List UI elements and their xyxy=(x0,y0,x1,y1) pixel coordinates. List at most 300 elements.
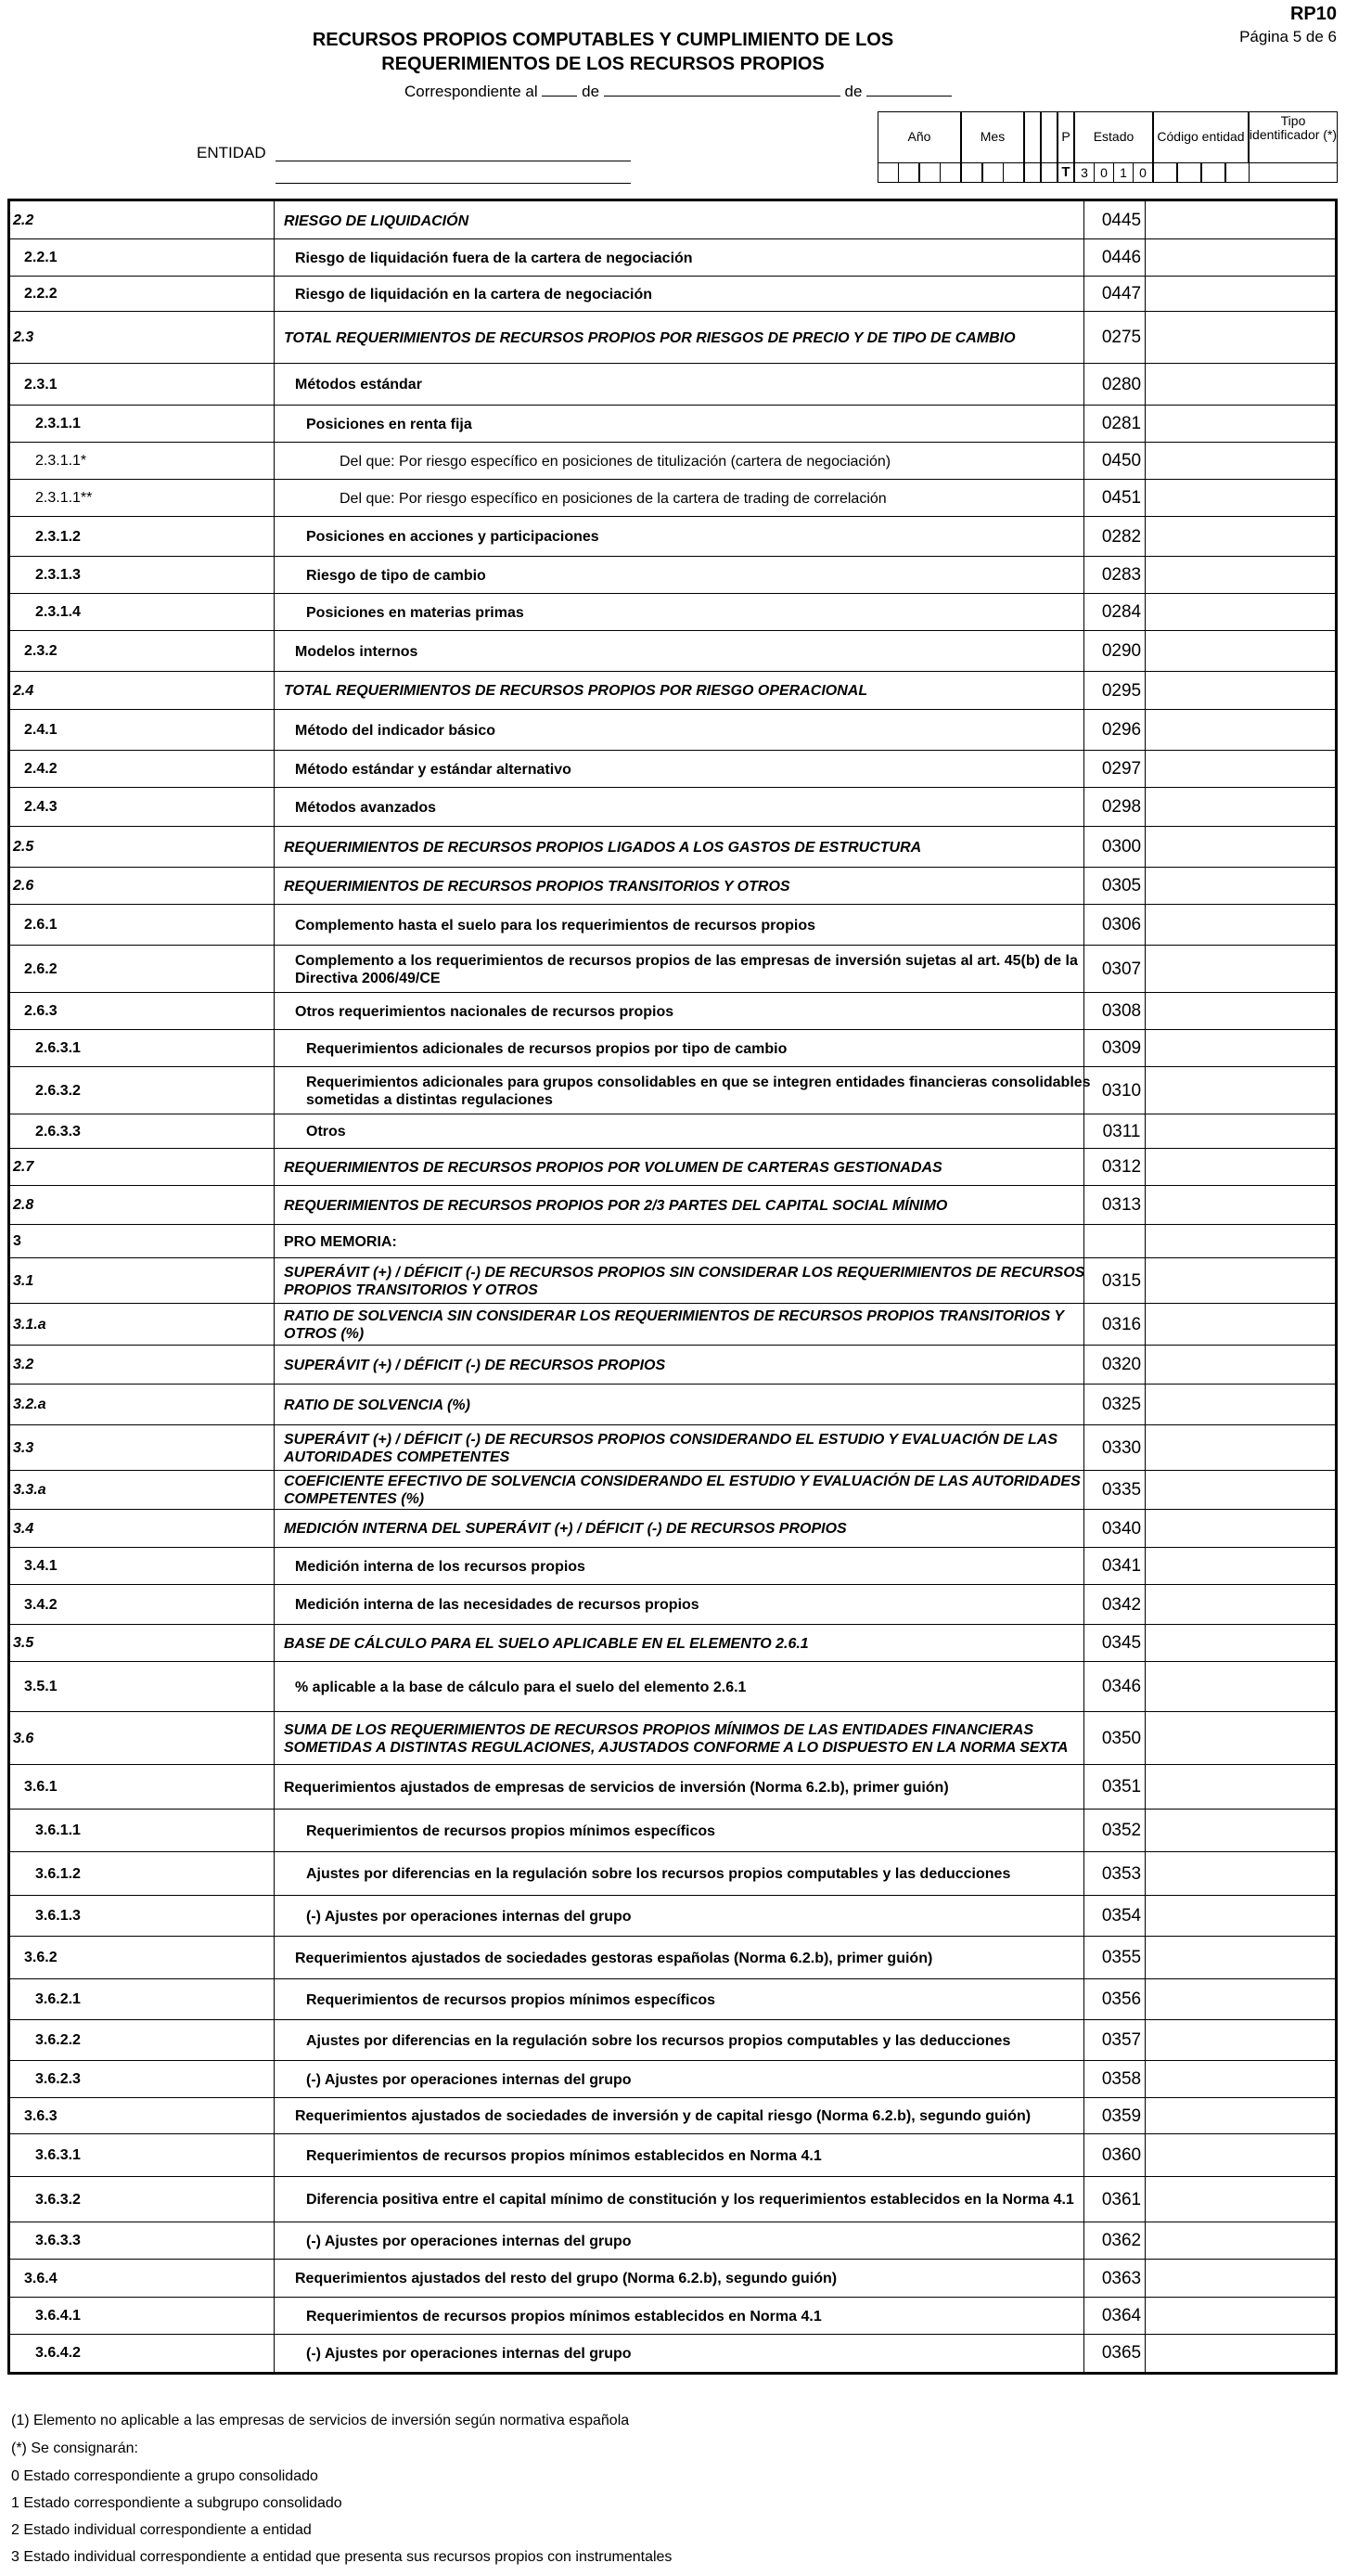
row-label: Requerimientos ajustados de sociedades de inversión y de capital riesgo (Norma 6.2.b), segundo guión) xyxy=(295,2108,1032,2124)
row-code: 3.6.2.3 xyxy=(35,2071,81,2087)
table-row xyxy=(7,2222,1338,2260)
table-row xyxy=(7,364,1338,406)
row-label: REQUERIMIENTOS DE RECURSOS PROPIOS LIGADOS A LOS GASTOS DE ESTRUCTURA xyxy=(284,839,922,856)
row-label: SUPERÁVIT (+) / DÉFICIT (-) DE RECURSOS PROPIOS CONSIDERANDO EL ESTUDIO Y EVALUACIÓN DE LAS AUTORIDADES COMPETENTES xyxy=(284,1431,1058,1465)
table-row xyxy=(7,2061,1338,2098)
row-code: 3.3 xyxy=(13,1439,34,1456)
row-amount-cell[interactable] xyxy=(1152,2177,1338,2222)
row-amount-cell[interactable] xyxy=(1152,1979,1338,2020)
row-item-number: 0290 xyxy=(1101,641,1142,661)
row-item-number: 0284 xyxy=(1101,602,1142,622)
row-label: Medición interna de las necesidades de recursos propios xyxy=(295,1597,699,1613)
estado-digit: 0 xyxy=(1139,165,1147,180)
row-label: PRO MEMORIA: xyxy=(284,1233,397,1250)
row-code: 2.8 xyxy=(13,1197,34,1213)
period-de-label-1: de xyxy=(582,83,600,100)
row-code: 3.6 xyxy=(13,1730,34,1746)
footnote: (*) Se consignarán: xyxy=(11,2441,138,2456)
row-label: Del que: Por riesgo específico en posiciones de titulización (cartera de negociación) xyxy=(340,453,891,470)
row-amount-cell[interactable] xyxy=(1152,2222,1338,2260)
year-digit-box[interactable] xyxy=(878,162,899,183)
table-row xyxy=(7,868,1338,905)
row-item-number: 0298 xyxy=(1101,797,1142,817)
table-row xyxy=(7,1810,1338,1852)
row-item-number: 0342 xyxy=(1101,1594,1142,1615)
footnote: (1) Elemento no aplicable a las empresas de servicios de inversión según normativa española xyxy=(11,2413,630,2428)
row-amount-cell[interactable] xyxy=(1152,1852,1338,1896)
row-item-number: 0361 xyxy=(1101,2189,1142,2209)
row-item-number: 0341 xyxy=(1101,1556,1142,1576)
row-code: 2.7 xyxy=(13,1159,34,1175)
row-amount-cell[interactable] xyxy=(1152,1937,1338,1979)
row-item-number: 0354 xyxy=(1101,1906,1142,1926)
row-label: Posiciones en materias primas xyxy=(306,604,524,621)
row-item-number: 0297 xyxy=(1101,759,1142,779)
row-label: (-) Ajustes por operaciones internas del grupo xyxy=(306,1908,632,1925)
table-row xyxy=(7,277,1338,312)
row-item-number: 0445 xyxy=(1101,211,1142,230)
row-item-number: 0316 xyxy=(1101,1314,1142,1334)
row-label: REQUERIMIENTOS DE RECURSOS PROPIOS POR 2/3 PARTES DEL CAPITAL SOCIAL MÍNIMO xyxy=(284,1197,948,1214)
entity-code-digit-box[interactable] xyxy=(1201,162,1225,183)
row-item-number: 0450 xyxy=(1101,451,1142,470)
footnote: 1 Estado correspondiente a subgrupo consolidado xyxy=(11,2495,342,2511)
row-label: REQUERIMIENTOS DE RECURSOS PROPIOS POR VOLUMEN DE CARTERAS GESTIONADAS xyxy=(284,1159,942,1176)
row-label: Requerimientos de recursos propios mínimos establecidos en Norma 4.1 xyxy=(306,2147,822,2164)
blank-header xyxy=(1041,111,1058,163)
table-row xyxy=(7,1765,1338,1810)
row-item-number: 0283 xyxy=(1101,565,1142,585)
row-amount-cell[interactable] xyxy=(1152,1510,1338,1548)
row-label: SUPERÁVIT (+) / DÉFICIT (-) DE RECURSOS PROPIOS xyxy=(284,1357,666,1373)
table-row xyxy=(7,751,1338,788)
row-item-number: 0446 xyxy=(1101,248,1142,267)
table-row xyxy=(7,1662,1338,1712)
row-label: Método del indicador básico xyxy=(295,722,496,739)
row-item-number: 0355 xyxy=(1101,1948,1142,1967)
row-code: 3.4 xyxy=(13,1520,34,1537)
row-label: Medición interna de los recursos propios xyxy=(295,1558,585,1575)
row-item-number: 0315 xyxy=(1101,1270,1142,1291)
table-row xyxy=(7,1304,1338,1346)
row-code: 2.6.3.1 xyxy=(35,1040,81,1056)
table-row xyxy=(7,2177,1338,2222)
row-amount-cell[interactable] xyxy=(1152,277,1338,312)
table-row xyxy=(7,1346,1338,1385)
row-label: Del que: Por riesgo específico en posiciones de la cartera de trading de correlación xyxy=(340,490,887,507)
row-item-number: 0360 xyxy=(1101,2145,1142,2165)
row-label: (-) Ajustes por operaciones internas del grupo xyxy=(306,2345,632,2362)
row-code: 2.3.2 xyxy=(24,643,58,659)
table-row xyxy=(7,1852,1338,1896)
row-code: 2.6 xyxy=(13,878,34,894)
row-label: Métodos avanzados xyxy=(295,799,437,816)
row-amount-cell[interactable] xyxy=(1152,751,1338,788)
row-item-number: 0335 xyxy=(1101,1480,1142,1500)
table-row xyxy=(7,788,1338,827)
row-label: Requerimientos de recursos propios mínimos establecidos en Norma 4.1 xyxy=(306,2308,822,2325)
identification-box xyxy=(878,111,1338,185)
table-row xyxy=(7,946,1338,993)
period-prefix-label: Correspondiente al xyxy=(404,83,538,100)
row-amount-cell[interactable] xyxy=(1152,2260,1338,2298)
row-amount-cell[interactable] xyxy=(1152,557,1338,594)
row-label: Complemento a los requerimientos de recursos propios de las empresas de inversión sujetas al art. 45(b) de la Directiva 2006/49/CE xyxy=(295,952,1078,986)
table-row xyxy=(7,993,1338,1030)
row-label: Riesgo de liquidación en la cartera de negociación xyxy=(295,286,652,303)
row-amount-cell[interactable] xyxy=(1152,1225,1338,1258)
row-amount-cell[interactable] xyxy=(1152,364,1338,406)
table-row xyxy=(7,594,1338,631)
row-item-number: 0282 xyxy=(1101,526,1142,547)
table-row xyxy=(7,2098,1338,2134)
identifier-type-label: Tipo identificador (*) xyxy=(1249,113,1338,142)
row-label: Requerimientos ajustados de empresas de servicios de inversión (Norma 6.2.b), primer guión) xyxy=(284,1779,949,1796)
row-label: Requerimientos adicionales para grupos consolidables en que se integren entidades financieras consolidables sometidas a distintas regulaciones xyxy=(306,1074,1091,1108)
row-label: Método estándar y estándar alternativo xyxy=(295,761,571,778)
row-label: % aplicable a la base de cálculo para el suelo del elemento 2.6.1 xyxy=(295,1679,747,1695)
entity-name-field[interactable] xyxy=(276,160,631,161)
row-code: 2.3.1.4 xyxy=(35,604,81,620)
entity-label: ENTIDAD xyxy=(197,144,266,161)
row-amount-cell[interactable] xyxy=(1152,202,1338,239)
row-code: 2.6.2 xyxy=(24,960,58,977)
row-code: 3.6.3.2 xyxy=(35,2191,81,2208)
row-label: RIESGO DE LIQUIDACIÓN xyxy=(284,213,469,229)
row-code: 2.3.1.3 xyxy=(35,567,81,583)
row-amount-cell[interactable] xyxy=(1152,1548,1338,1585)
row-code: 2.6.3 xyxy=(24,1003,58,1019)
row-item-number: 0308 xyxy=(1101,1001,1142,1021)
page-number: Página 5 de 6 xyxy=(1239,28,1337,45)
year-digit-box[interactable] xyxy=(919,162,941,183)
month-label: Mes xyxy=(980,129,1006,144)
row-amount-cell[interactable] xyxy=(1152,1067,1338,1114)
row-amount-cell[interactable] xyxy=(1152,2098,1338,2134)
row-item-number xyxy=(1091,1225,1152,1258)
row-amount-cell[interactable] xyxy=(1152,2298,1338,2335)
estado-digit: 0 xyxy=(1100,165,1108,180)
row-amount-cell[interactable] xyxy=(1152,905,1338,946)
table-row xyxy=(7,905,1338,946)
row-amount-cell[interactable] xyxy=(1152,946,1338,993)
row-label: SUMA DE LOS REQUERIMIENTOS DE RECURSOS PROPIOS MÍNIMOS DE LAS ENTIDADES FINANCIERAS SOMETIDAS A DISTINTAS REGULACIONES, AJUSTADOS CONFORME A LO DISPUESTO EN LA NORMA SEXTA xyxy=(284,1721,1069,1756)
row-amount-cell[interactable] xyxy=(1152,1304,1338,1346)
row-code: 3.6.1.1 xyxy=(35,1823,81,1838)
estado-digit: 3 xyxy=(1081,165,1088,180)
row-label: Complemento hasta el suelo para los requerimientos de recursos propios xyxy=(295,917,816,934)
row-amount-cell[interactable] xyxy=(1152,443,1338,480)
entity-code-digit-box[interactable] xyxy=(1177,162,1201,183)
entity-code-digit-box[interactable] xyxy=(1153,162,1177,183)
row-amount-cell[interactable] xyxy=(1152,239,1338,277)
row-code: 3.6.4.1 xyxy=(35,2308,81,2324)
row-amount-cell[interactable] xyxy=(1152,406,1338,443)
row-label: Otros xyxy=(306,1124,346,1140)
identifier-type-box[interactable] xyxy=(1249,162,1338,183)
table-row xyxy=(7,631,1338,672)
row-code: 2.6.1 xyxy=(24,917,58,933)
month-digit-box[interactable] xyxy=(961,162,982,183)
period-day-field[interactable] xyxy=(542,82,577,97)
reporting-period-line xyxy=(404,82,952,101)
row-amount-cell[interactable] xyxy=(1152,868,1338,905)
row-item-number: 0451 xyxy=(1101,488,1142,508)
row-label: Requerimientos de recursos propios mínimos específicos xyxy=(306,1823,716,1839)
table-row xyxy=(7,517,1338,557)
row-label: Métodos estándar xyxy=(295,377,422,393)
row-item-number: 0364 xyxy=(1101,2306,1142,2325)
row-code: 3.6.4 xyxy=(24,2270,58,2286)
row-code: 3.1.a xyxy=(13,1316,46,1333)
row-code: 2.3.1.1 xyxy=(35,416,81,431)
estado-label: Estado xyxy=(1093,129,1134,144)
digit-box[interactable] xyxy=(1041,162,1058,183)
row-item-number: 0365 xyxy=(1101,2343,1142,2363)
row-item-number: 0312 xyxy=(1101,1157,1142,1177)
table-row xyxy=(7,1149,1338,1186)
row-code: 3 xyxy=(13,1233,21,1249)
row-label: Posiciones en acciones y participaciones xyxy=(306,529,599,545)
row-item-number: 0307 xyxy=(1101,959,1142,979)
row-code: 2.4.1 xyxy=(24,722,58,738)
row-item-number: 0325 xyxy=(1101,1395,1142,1414)
row-amount-cell[interactable] xyxy=(1152,1471,1338,1510)
row-item-number: 0309 xyxy=(1101,1038,1142,1058)
row-code: 3.6.1.2 xyxy=(35,1865,81,1882)
row-label: Riesgo de liquidación fuera de la cartera de negociación xyxy=(295,250,693,266)
row-item-number: 0305 xyxy=(1101,876,1142,895)
row-item-number: 0346 xyxy=(1101,1677,1142,1696)
row-label: Requerimientos ajustados de sociedades gestoras españolas (Norma 6.2.b), primer guión) xyxy=(295,1950,933,1966)
row-item-number: 0281 xyxy=(1101,414,1142,433)
row-code: 3.5.1 xyxy=(24,1679,58,1694)
row-item-number: 0345 xyxy=(1101,1633,1142,1653)
row-amount-cell[interactable] xyxy=(1152,1425,1338,1471)
table-row xyxy=(7,557,1338,594)
row-amount-cell[interactable] xyxy=(1152,2335,1338,2372)
row-label: (-) Ajustes por operaciones internas del grupo xyxy=(306,2071,632,2088)
row-label: Requerimientos de recursos propios mínimos específicos xyxy=(306,1991,716,2008)
row-label: TOTAL REQUERIMIENTOS DE RECURSOS PROPIOS POR RIESGO OPERACIONAL xyxy=(284,683,868,699)
p-value: T xyxy=(1061,164,1070,180)
row-amount-cell[interactable] xyxy=(1152,672,1338,710)
row-amount-cell[interactable] xyxy=(1152,480,1338,517)
table-row xyxy=(7,2020,1338,2061)
row-code: 3.3.a xyxy=(13,1482,46,1498)
row-item-number: 0340 xyxy=(1101,1518,1142,1539)
row-code: 2.4 xyxy=(13,682,34,699)
year-digit-box[interactable] xyxy=(940,162,961,183)
row-amount-cell[interactable] xyxy=(1152,1765,1338,1810)
row-code: 3.4.2 xyxy=(24,1596,58,1613)
row-code: 2.2 xyxy=(13,213,34,228)
row-item-number: 0359 xyxy=(1101,2106,1142,2126)
row-label: Riesgo de tipo de cambio xyxy=(306,567,486,584)
row-item-number: 0352 xyxy=(1101,1821,1142,1840)
footnote: 0 Estado correspondiente a grupo consolidado xyxy=(11,2468,318,2484)
row-amount-cell[interactable] xyxy=(1152,517,1338,557)
period-de-label-2: de xyxy=(844,83,863,100)
table-row xyxy=(7,1937,1338,1979)
row-amount-cell[interactable] xyxy=(1152,1662,1338,1712)
table-row xyxy=(7,1585,1338,1625)
table-row xyxy=(7,2260,1338,2298)
row-code: 3.5 xyxy=(13,1635,34,1651)
row-item-number: 0350 xyxy=(1101,1728,1142,1748)
row-label: MEDICIÓN INTERNA DEL SUPERÁVIT (+) / DÉFICIT (-) DE RECURSOS PROPIOS xyxy=(284,1521,847,1537)
row-code: 2.3.1.1* xyxy=(35,453,87,469)
row-code: 3.6.3.1 xyxy=(35,2147,81,2163)
row-label: Diferencia positiva entre el capital mínimo de constitución y los requerimientos establecidos en la Norma 4.1 xyxy=(306,2192,1074,2208)
row-item-number: 0275 xyxy=(1101,328,1142,347)
table-row xyxy=(7,1067,1338,1114)
table-row xyxy=(7,1510,1338,1548)
footnote: 2 Estado individual correspondiente a entidad xyxy=(11,2522,312,2538)
row-item-number: 0311 xyxy=(1102,1121,1141,1141)
row-code: 3.6.3 xyxy=(24,2107,58,2124)
table-row xyxy=(7,443,1338,480)
row-amount-cell[interactable] xyxy=(1152,993,1338,1030)
row-amount-cell[interactable] xyxy=(1152,631,1338,672)
row-item-number: 0320 xyxy=(1101,1355,1142,1374)
row-code: 3.6.2 xyxy=(24,1950,58,1965)
row-amount-cell[interactable] xyxy=(1152,312,1338,364)
row-item-number: 0351 xyxy=(1101,1777,1142,1797)
row-item-number: 0330 xyxy=(1101,1437,1142,1458)
row-label: Requerimientos adicionales de recursos propios por tipo de cambio xyxy=(306,1040,788,1057)
row-item-number: 0300 xyxy=(1101,837,1142,857)
row-amount-cell[interactable] xyxy=(1152,1258,1338,1304)
document-title: RECURSOS PROPIOS COMPUTABLES Y CUMPLIMIENTO DE LOS REQUERIMIENTOS DE LOS RECURSOS PROPIOS xyxy=(312,30,894,74)
footnote: 3 Estado individual correspondiente a entidad que presenta sus recursos propios con instrumentales xyxy=(11,2549,673,2565)
row-code: 2.2.2 xyxy=(24,286,58,302)
table-row xyxy=(7,1425,1338,1471)
row-label: Ajustes por diferencias en la regulación sobre los recursos propios computables y las deducciones xyxy=(306,2032,1011,2049)
row-code: 3.6.3.3 xyxy=(35,2233,81,2248)
row-label: Requerimientos ajustados del resto del grupo (Norma 6.2.b), segundo guión) xyxy=(295,2271,838,2286)
table-row xyxy=(7,672,1338,710)
table-row xyxy=(7,827,1338,868)
row-item-number: 0280 xyxy=(1101,374,1142,394)
row-label: COEFICIENTE EFECTIVO DE SOLVENCIA CONSIDERANDO EL ESTUDIO Y EVALUACIÓN DE LAS AUTORIDADES COMPETENTES (%) xyxy=(284,1474,1081,1507)
period-year-field[interactable] xyxy=(866,82,952,97)
period-month-field[interactable] xyxy=(604,82,840,97)
row-amount-cell[interactable] xyxy=(1152,2061,1338,2098)
row-amount-cell[interactable] xyxy=(1152,1712,1338,1765)
table-row xyxy=(7,406,1338,443)
row-item-number: 0306 xyxy=(1101,915,1142,934)
row-item-number: 0357 xyxy=(1101,2030,1142,2050)
entity-code-digit-box[interactable] xyxy=(1225,162,1250,183)
table-row xyxy=(7,1548,1338,1585)
row-amount-cell[interactable] xyxy=(1152,1114,1338,1149)
table-row xyxy=(7,480,1338,517)
row-item-number: 0296 xyxy=(1101,720,1142,740)
row-amount-cell[interactable] xyxy=(1152,788,1338,827)
entity-code-label: Código entidad xyxy=(1157,129,1245,144)
row-amount-cell[interactable] xyxy=(1152,827,1338,868)
row-amount-cell[interactable] xyxy=(1152,1149,1338,1186)
row-code: 2.3.1 xyxy=(24,376,58,393)
row-code: 2.3.1.1** xyxy=(35,490,93,506)
p-label: P xyxy=(1061,129,1070,144)
row-code: 2.6.3.2 xyxy=(35,1082,81,1099)
row-item-number: 0295 xyxy=(1101,680,1142,701)
row-amount-cell[interactable] xyxy=(1152,1186,1338,1225)
row-amount-cell[interactable] xyxy=(1152,2134,1338,2177)
row-code: 2.6.3.3 xyxy=(35,1123,81,1140)
row-label: BASE DE CÁLCULO PARA EL SUELO APLICABLE EN EL ELEMENTO 2.6.1 xyxy=(284,1635,809,1652)
row-item-number: 0356 xyxy=(1101,1990,1142,2009)
row-label: SUPERÁVIT (+) / DÉFICIT (-) DE RECURSOS PROPIOS SIN CONSIDERAR LOS REQUERIMIENTOS DE RECURSOS PROPIOS TRANSITORIOS Y OTROS xyxy=(284,1264,1085,1298)
row-code: 3.4.1 xyxy=(24,1558,58,1574)
row-code: 3.6.2.2 xyxy=(35,2032,81,2048)
table-row xyxy=(7,1385,1338,1425)
estado-digit: 1 xyxy=(1120,165,1127,180)
table-row xyxy=(7,1471,1338,1510)
row-label: (-) Ajustes por operaciones internas del grupo xyxy=(306,2233,632,2249)
row-item-number: 0363 xyxy=(1101,2268,1142,2288)
row-amount-cell[interactable] xyxy=(1152,1896,1338,1937)
row-amount-cell[interactable] xyxy=(1152,1346,1338,1385)
table-row xyxy=(7,239,1338,277)
row-amount-cell[interactable] xyxy=(1152,594,1338,631)
row-code: 2.5 xyxy=(13,839,34,855)
table-row xyxy=(7,312,1338,364)
table-row xyxy=(7,202,1338,239)
month-digit-box[interactable] xyxy=(982,162,1004,183)
digit-box[interactable] xyxy=(1024,162,1041,183)
row-code: 3.6.4.2 xyxy=(35,2345,81,2361)
table-row xyxy=(7,1979,1338,2020)
row-label: RATIO DE SOLVENCIA (%) xyxy=(284,1397,470,1413)
table-row xyxy=(7,1712,1338,1765)
row-item-number: 0353 xyxy=(1101,1863,1142,1884)
month-digit-box[interactable] xyxy=(1003,162,1024,183)
row-amount-cell[interactable] xyxy=(1152,2020,1338,2061)
row-label: TOTAL REQUERIMIENTOS DE RECURSOS PROPIOS POR RIESGOS DE PRECIO Y DE TIPO DE CAMBIO xyxy=(284,329,1016,346)
row-code: 2.2.1 xyxy=(24,250,58,265)
row-code: 3.6.2.1 xyxy=(35,1991,81,2007)
row-amount-cell[interactable] xyxy=(1152,1810,1338,1852)
row-label: REQUERIMIENTOS DE RECURSOS PROPIOS TRANSITORIOS Y OTROS xyxy=(284,878,790,895)
table-row xyxy=(7,1114,1338,1149)
table-row xyxy=(7,2335,1338,2372)
row-amount-cell[interactable] xyxy=(1152,710,1338,751)
row-code: 3.2.a xyxy=(13,1397,46,1412)
row-code: 3.6.1.3 xyxy=(35,1908,81,1924)
row-label: Posiciones en renta fija xyxy=(306,416,472,432)
year-digit-box[interactable] xyxy=(898,162,919,183)
year-label: Año xyxy=(907,129,931,144)
row-item-number: 0358 xyxy=(1101,2069,1142,2089)
row-code: 2.4.2 xyxy=(24,761,58,777)
row-label: Otros requerimientos nacionales de recursos propios xyxy=(295,1003,674,1020)
table-row xyxy=(7,1625,1338,1662)
row-label: Ajustes por diferencias en la regulación sobre los recursos propios computables y las deducciones xyxy=(306,1866,1011,1882)
row-item-number: 0310 xyxy=(1101,1080,1142,1101)
row-code: 2.3 xyxy=(13,329,34,345)
row-code: 3.1 xyxy=(13,1272,34,1289)
row-amount-cell[interactable] xyxy=(1152,1625,1338,1662)
row-code: 3.6.1 xyxy=(24,1779,58,1795)
table-row xyxy=(7,710,1338,751)
row-amount-cell[interactable] xyxy=(1152,1385,1338,1425)
entity-name-field-line-2[interactable] xyxy=(276,182,631,184)
row-amount-cell[interactable] xyxy=(1152,1585,1338,1625)
row-amount-cell[interactable] xyxy=(1152,1030,1338,1067)
